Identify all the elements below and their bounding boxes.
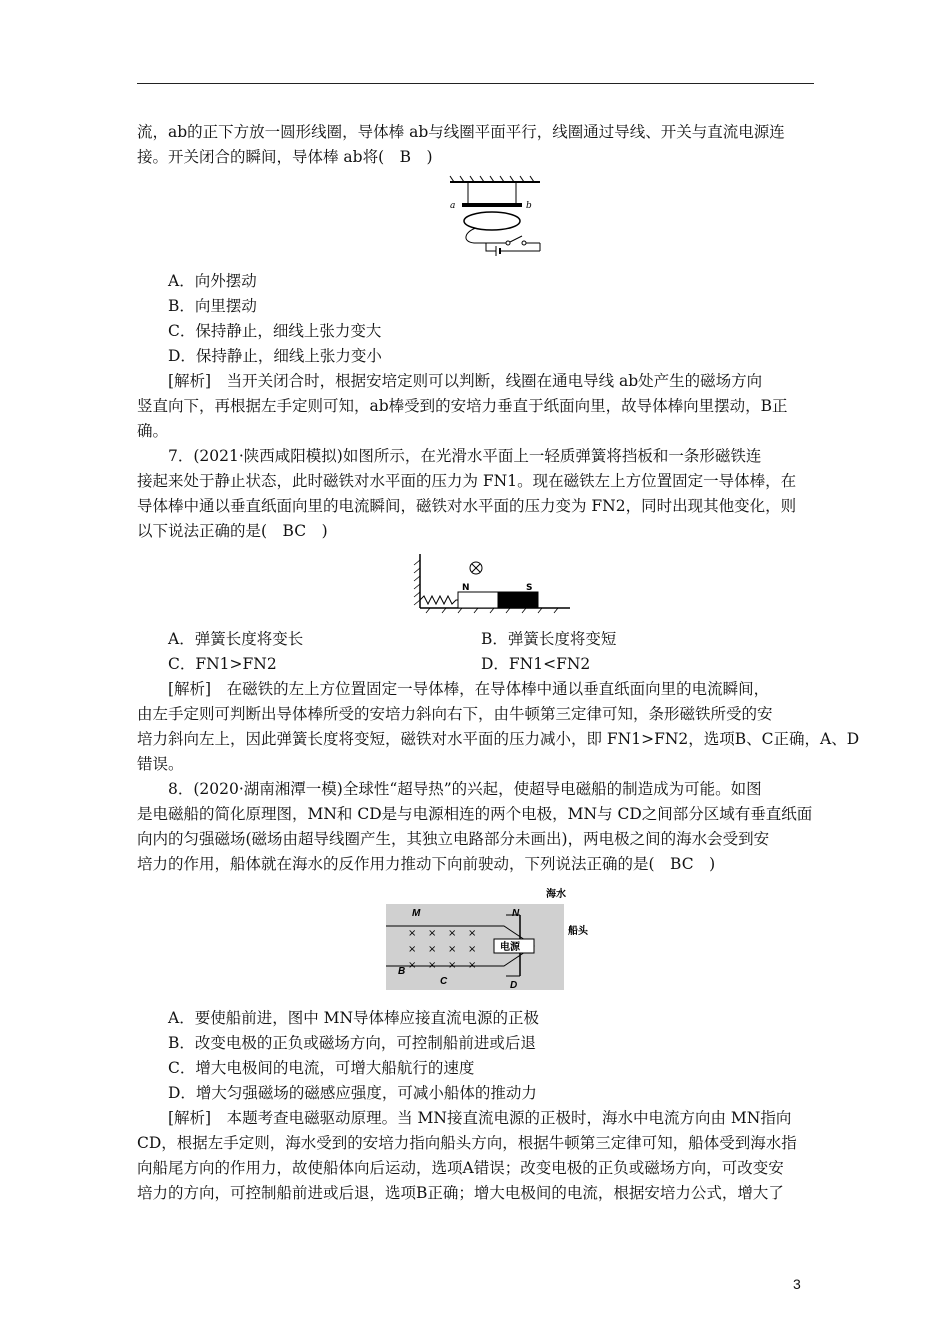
q7-figure-magnet	[410, 552, 575, 614]
q8-line-2: 是电磁船的简化原理图，MN和 CD是与电源相连的两个电极，MN与 CD之间部分区域有垂直纸面	[137, 805, 813, 823]
svg-text:a: a	[450, 201, 456, 211]
q8-option-c: C．增大电极间的电流，可增大船航行的速度	[168, 1059, 475, 1077]
q6-figure-coil	[440, 174, 560, 264]
q8-stem	[137, 777, 814, 877]
q7-analysis-line-4: 错误。	[137, 755, 184, 773]
svg-text:×: ×	[428, 928, 437, 939]
q6-analysis-line-1: [解析] 当开关闭合时，根据安培定则可以判断，线圈在通电导线 ab处产生的磁场方向	[168, 372, 763, 390]
svg-text:M: M	[412, 908, 421, 919]
q7-analysis-line-2: 由左手定则可判断出导体棒所受的安培力斜向右下，由牛顿第三定律可知，条形磁铁所受的安	[137, 705, 773, 723]
svg-text:×: ×	[408, 960, 417, 971]
q8-option-d: D．增大匀强磁场的磁感应强度，可减小船体的推动力	[168, 1084, 537, 1102]
q8-option-a: A．要使船前进，图中 MN导体棒应接直流电源的正极	[168, 1009, 540, 1027]
q6-stem	[137, 120, 814, 170]
q6-line-2: 接。开关闭合的瞬间，导体棒 ab将( B )	[137, 148, 433, 166]
q7-analysis-line-1: [解析] 在磁铁的左上方位置固定一导体棒，在导体棒中通以垂直纸面向里的电流瞬间，	[168, 680, 770, 698]
svg-text:N: N	[512, 908, 520, 919]
q6-analysis-line-3: 确。	[137, 422, 169, 440]
q8-analysis-line-1: [解析] 本题考查电磁驱动原理。当 MN接直流电源的正极时，海水中电流方向由 MN指向	[168, 1109, 792, 1127]
q6-analysis-line-2: 竖直向下，再根据左手定则可知，ab棒受到的安培力垂直于纸面向里，故导体棒向里摆动，B正	[137, 397, 788, 415]
q8-figure-ship	[384, 884, 614, 994]
svg-text:×: ×	[468, 944, 477, 955]
svg-text:b: b	[526, 201, 532, 211]
svg-text:海水: 海水	[546, 889, 566, 900]
svg-text:×: ×	[448, 928, 457, 939]
q7-line-1: 7．(2021·陕西咸阳模拟)如图所示，在光滑水平面上一轻质弹簧将挡板和一条形磁铁连	[168, 447, 762, 465]
svg-text:×: ×	[428, 960, 437, 971]
svg-text:×: ×	[468, 928, 477, 939]
q8-analysis-line-4: 培力的方向，可控制船前进或后退，选项B正确；增大电极间的电流，根据安培力公式，增大了	[137, 1184, 784, 1202]
q7-option-d: D．FN1<FN2	[481, 655, 591, 673]
q7-line-4: 以下说法正确的是( BC )	[137, 522, 328, 540]
page-number: 3	[793, 1276, 801, 1292]
q8-analysis	[137, 1106, 814, 1206]
svg-text:船头: 船头	[568, 926, 588, 937]
svg-text:×: ×	[448, 944, 457, 955]
svg-text:S: S	[526, 583, 533, 593]
svg-text:电源: 电源	[500, 942, 520, 953]
q6-line-1: 流，ab的正下方放一圆形线圈，导体棒 ab与线圈平面平行，线圈通过导线、开关与直流电源连	[137, 123, 785, 141]
q6-option-c: C．保持静止，细线上张力变大	[168, 322, 382, 340]
q6-analysis	[137, 369, 814, 444]
q6-option-d: D．保持静止，细线上张力变小	[168, 347, 382, 365]
q8-analysis-line-3: 向船尾方向的作用力，故使船体向后运动，选项A错误；改变电极的正负或磁场方向，可改变安	[137, 1159, 784, 1177]
svg-text:B: B	[398, 966, 406, 977]
q8-line-1: 8．(2020·湖南湘潭一模)全球性“超导热”的兴起，使超导电磁船的制造成为可能。如图	[168, 780, 762, 798]
q7-line-2: 接起来处于静止状态，此时磁铁对水平面的压力为 FN1。现在磁铁左上方位置固定一导体棒，在	[137, 472, 797, 490]
q7-stem	[137, 444, 814, 544]
svg-text:×: ×	[448, 960, 457, 971]
svg-text:D: D	[510, 980, 518, 991]
header-rule	[137, 83, 814, 84]
q7-analysis	[137, 677, 860, 777]
svg-text:×: ×	[408, 928, 417, 939]
q7-option-a: A．弹簧长度将变长	[168, 630, 304, 648]
q6-option-b: B．向里摆动	[168, 297, 257, 315]
svg-text:N: N	[462, 583, 470, 593]
q6-option-a: A．向外摆动	[168, 272, 257, 290]
q7-option-c: C．FN1>FN2	[168, 655, 277, 673]
q7-analysis-line-3: 培力斜向左上，因此弹簧长度将变短，磁铁对水平面的压力减小，即 FN1>FN2，选项B、C正确，A、D	[137, 730, 860, 748]
q8-line-4: 培力的作用，船体就在海水的反作用力推动下向前驶动，下列说法正确的是( BC )	[137, 855, 716, 873]
q7-line-3: 导体棒中通以垂直纸面向里的电流瞬间，磁铁对水平面的压力变为 FN2，同时出现其他变化，则	[137, 497, 797, 515]
svg-text:×: ×	[428, 944, 437, 955]
svg-text:×: ×	[468, 960, 477, 971]
q8-line-3: 向内的匀强磁场(磁场由超导线圈产生，其独立电路部分未画出)，两电极之间的海水会受到安	[137, 830, 770, 848]
q8-analysis-line-2: CD，根据左手定则，海水受到的安培力指向船头方向，根据牛顿第三定律可知，船体受到海水指	[137, 1134, 797, 1152]
q7-option-b: B．弹簧长度将变短	[481, 630, 617, 648]
svg-text:C: C	[440, 976, 448, 987]
q8-option-b: B．改变电极的正负或磁场方向，可控制船前进或后退	[168, 1034, 536, 1052]
svg-text:×: ×	[408, 944, 417, 955]
